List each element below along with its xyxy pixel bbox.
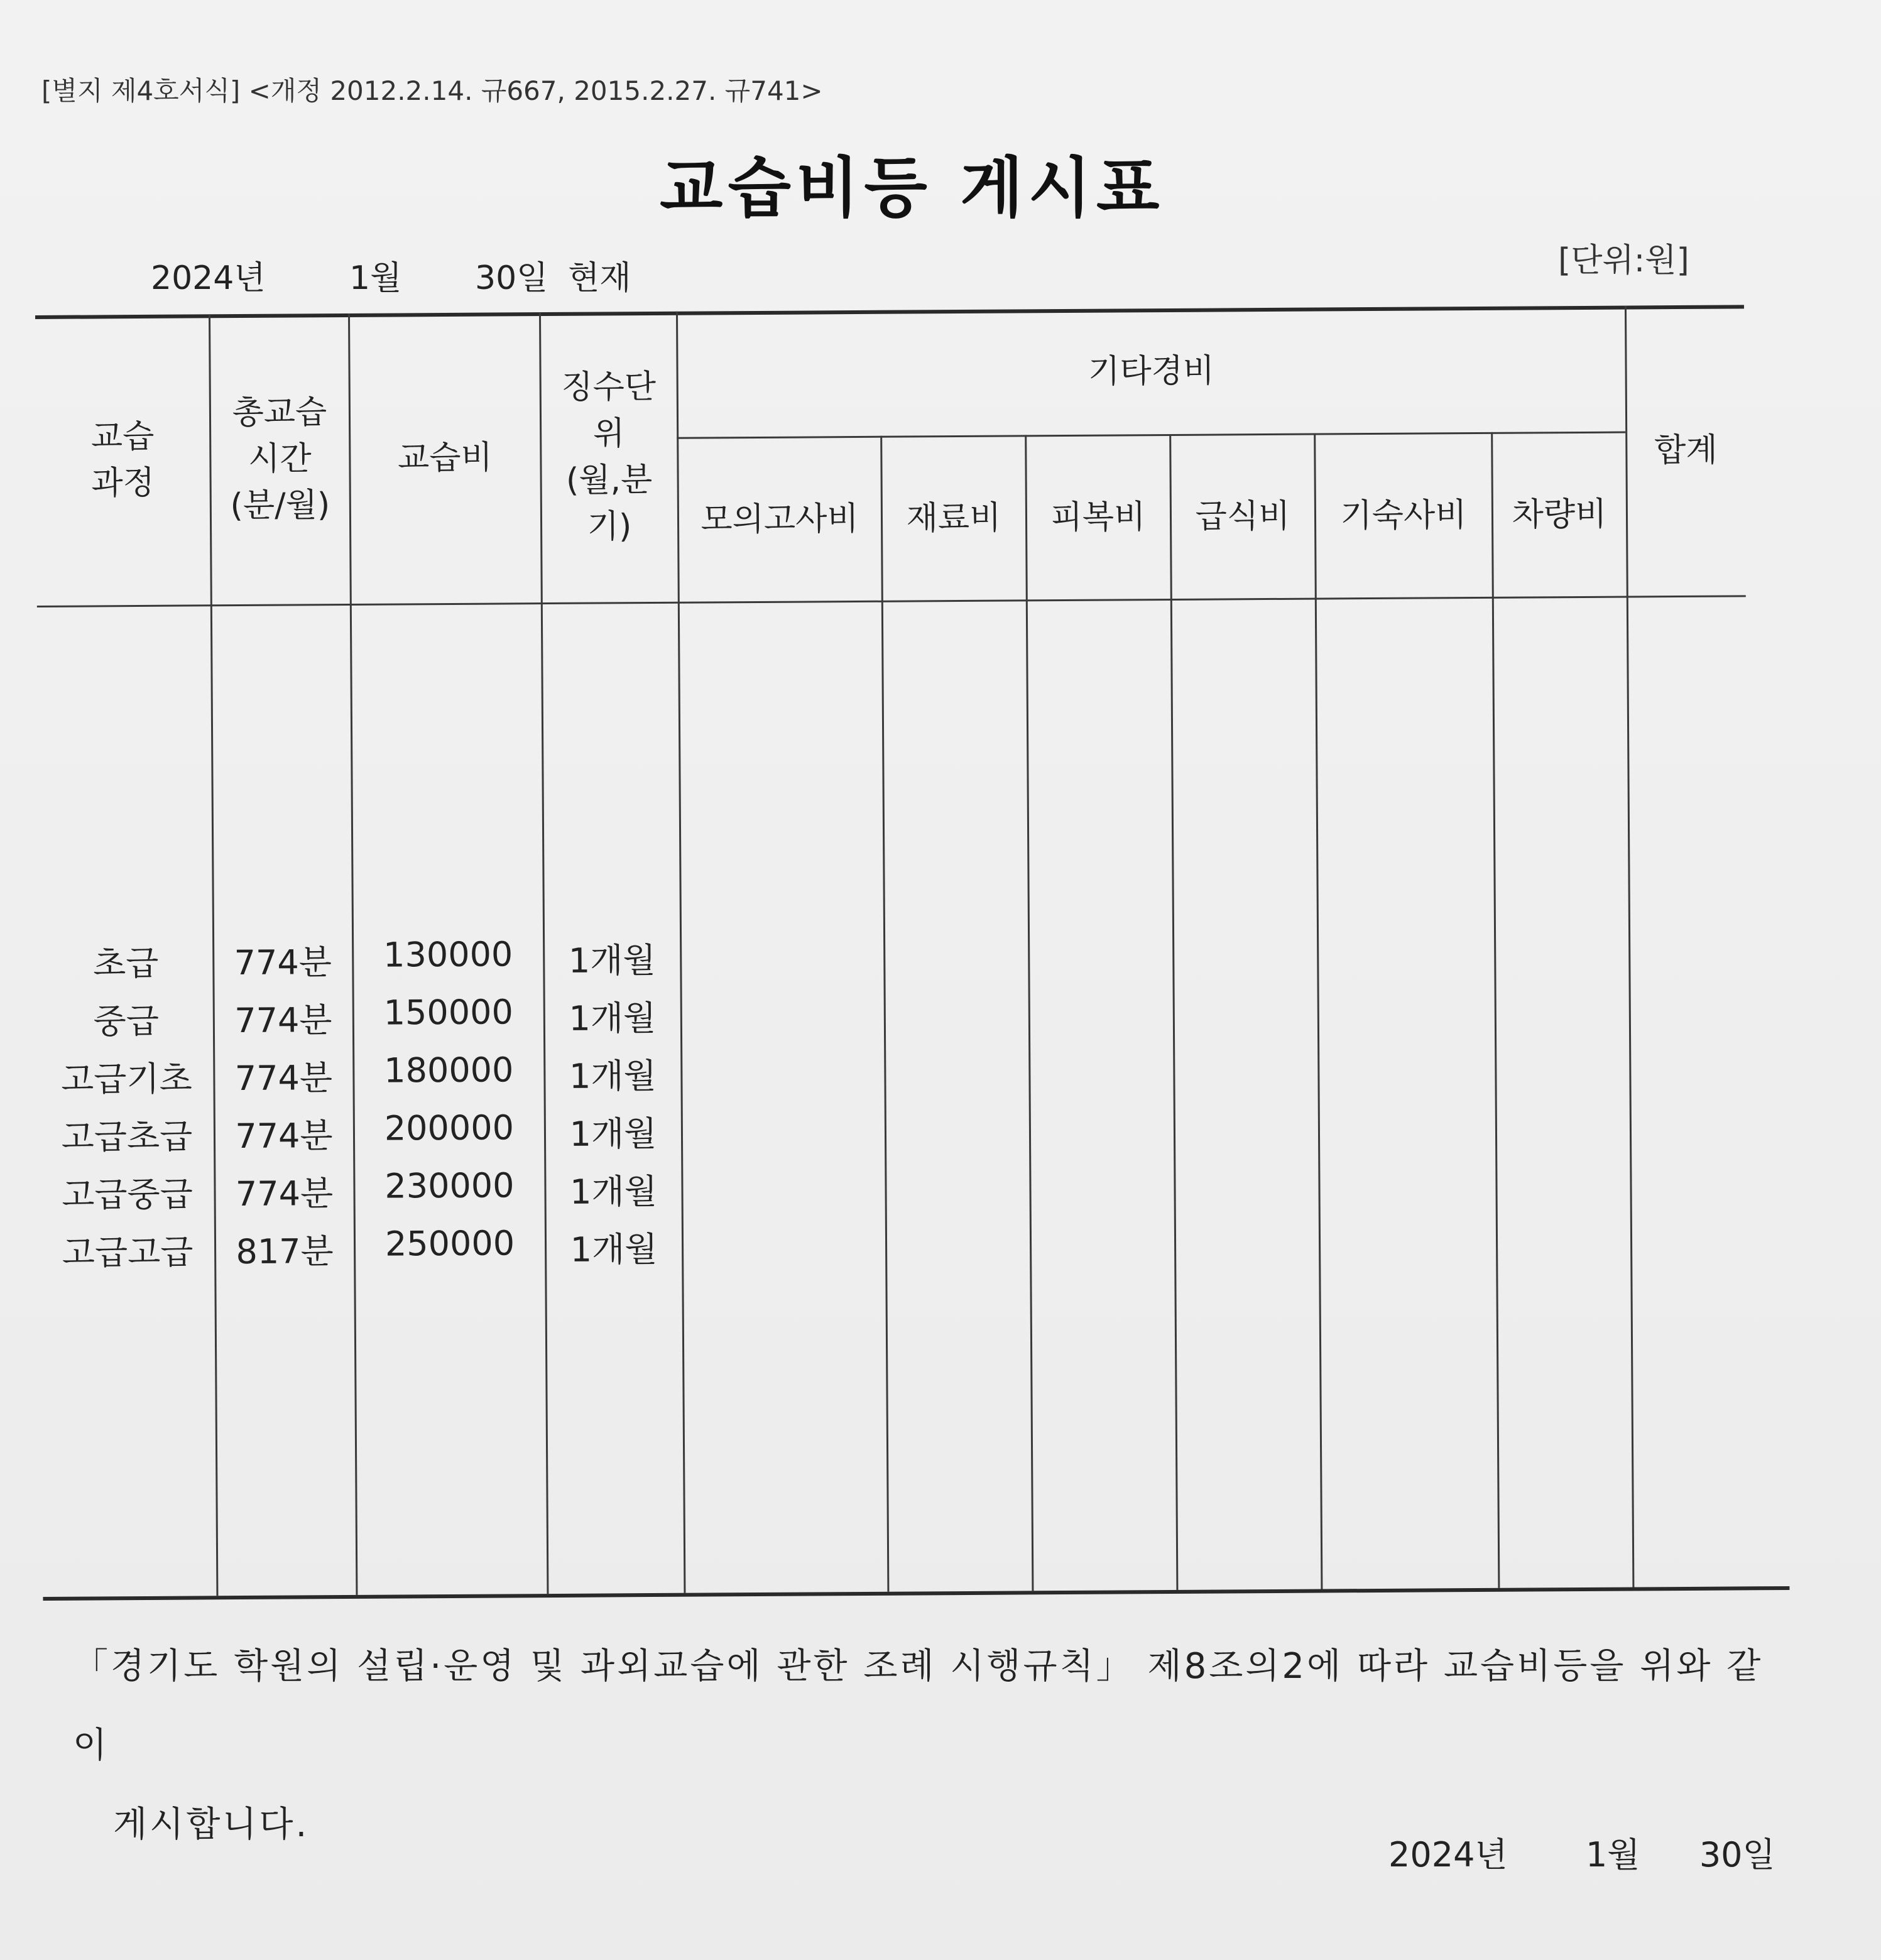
date-suffix: 현재 (568, 259, 631, 297)
row-time: 774분 (234, 1058, 333, 1099)
col-divider (880, 436, 889, 1592)
row-unit: 1개월 (570, 1171, 658, 1212)
row-course: 초급 (92, 943, 159, 984)
header-mock-exam: 모의고사비 (701, 500, 859, 539)
header-dormitory: 기숙사비 (1340, 496, 1467, 535)
row-fee: 150000 (383, 992, 514, 1033)
row-course: 중급 (93, 1001, 160, 1042)
header-collection-unit: 징수단 위 (월,분 기) (561, 368, 657, 546)
col-divider (1491, 432, 1500, 1588)
row-course: 고급기초 (60, 1059, 192, 1099)
signature-date: 2024년 1월 30일 (1388, 1835, 1775, 1875)
header-course: 교습 과정 (90, 417, 155, 503)
row-unit: 1개월 (568, 940, 656, 981)
date-year: 2024년 (151, 259, 266, 297)
row-unit: 1개월 (569, 998, 657, 1038)
col-divider (1314, 433, 1322, 1589)
row-time: 774분 (234, 1000, 332, 1041)
page-title: 교습비등 게시표 (660, 150, 1165, 226)
header-meals: 급식비 (1195, 497, 1290, 536)
header-other-expenses: 기타경비 (1088, 352, 1215, 391)
col-divider (1025, 435, 1033, 1591)
date-day: 30일 (475, 259, 548, 297)
header-total-time: 총교습 시간 (분/월) (230, 393, 330, 525)
header-materials: 재료비 (906, 499, 1001, 538)
row-time: 774분 (234, 942, 332, 983)
unit-label: [단위:원] (1558, 242, 1689, 280)
row-unit: 1개월 (569, 1113, 657, 1154)
notice-line-2: 게시합니다. (113, 1804, 310, 1845)
row-course: 고급고급 (62, 1232, 194, 1273)
row-unit: 1개월 (569, 1055, 657, 1096)
row-time: 817분 (236, 1231, 334, 1272)
row-time: 774분 (235, 1116, 333, 1157)
form-reference: [별지 제4호서식] <개정 2012.2.14. 규667, 2015.2.27. 규741> (41, 75, 823, 106)
header-uniform: 피복비 (1050, 498, 1146, 537)
row-time: 774분 (235, 1173, 334, 1214)
row-fee: 230000 (384, 1165, 515, 1206)
row-fee: 180000 (384, 1050, 514, 1091)
fee-table (35, 305, 1752, 1602)
header-total: 합계 (1654, 431, 1718, 470)
notice-line-1: 「경기도 학원의 설립·운영 및 과외교습에 관한 조례 시행규칙」 제8조의2에 따라 교습비등을 위와 같이 (73, 1646, 1764, 1766)
date-month: 1월 (349, 259, 402, 297)
row-fee: 200000 (384, 1108, 515, 1148)
row-fee: 130000 (383, 934, 513, 975)
row-course: 고급중급 (62, 1174, 194, 1215)
table-bottom-border (43, 1586, 1789, 1601)
row-course: 고급초급 (61, 1116, 193, 1157)
row-unit: 1개월 (570, 1229, 658, 1270)
header-fee: 교습비 (397, 438, 493, 477)
col-divider (1169, 434, 1178, 1590)
row-fee: 250000 (384, 1223, 515, 1264)
header-vehicle: 차량비 (1512, 495, 1607, 534)
